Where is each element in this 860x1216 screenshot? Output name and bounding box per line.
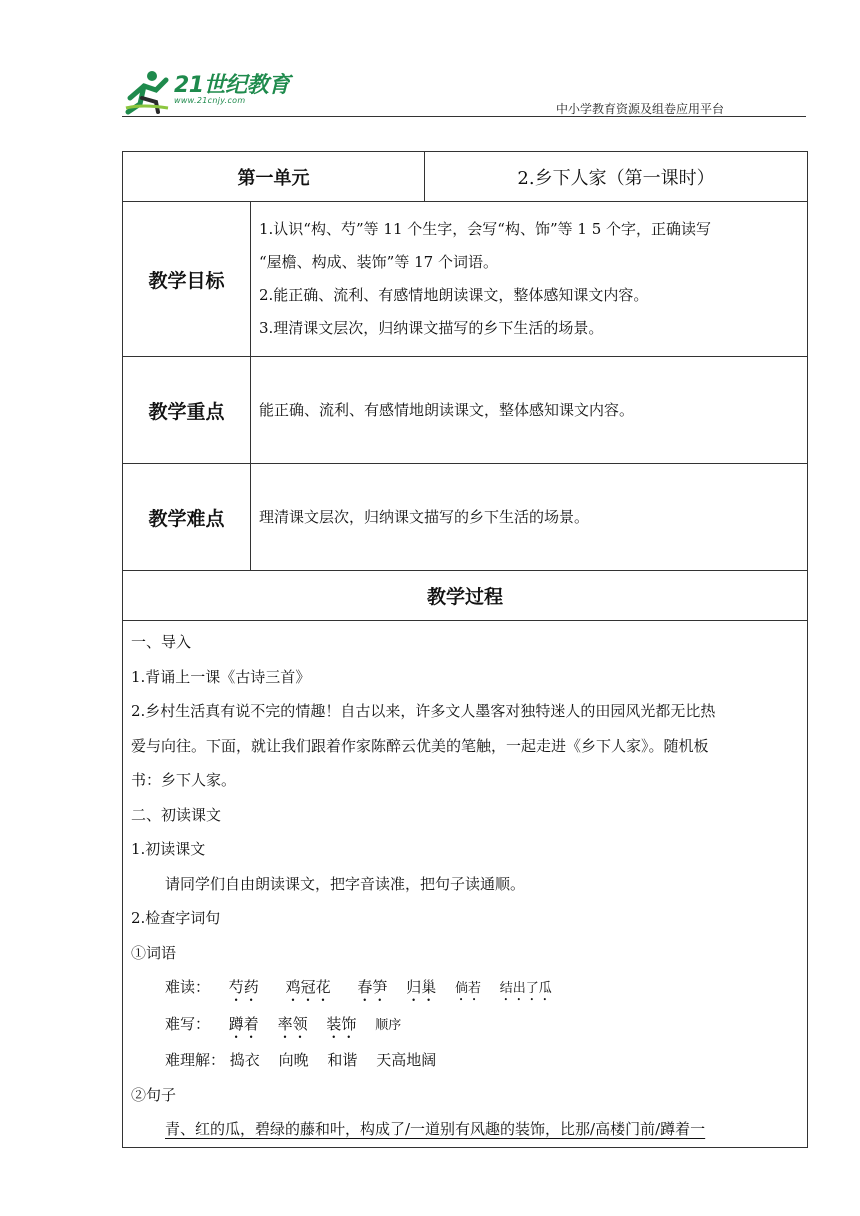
word: 天高地阔 [376, 1051, 437, 1069]
page-header [122, 62, 806, 118]
process-line: 1.初读课文 [131, 840, 206, 858]
key-label: 教学重点 [123, 357, 251, 464]
platform-name: 中小学教育资源及组卷应用平台 [555, 102, 724, 116]
word: 春笋 [357, 978, 388, 996]
section-heading: 一、导入 [131, 633, 192, 651]
sentence-text: 青、红的瓜，碧绿的藤和叶，构成了/一道别有风趣的装饰，比那/高楼门前/蹲着一 [165, 1120, 706, 1138]
word: 向晚 [278, 1051, 309, 1069]
process-line: 爱与向往。下面，就让我们跟着作家陈醉云优美的笔触，一起走进《乡下人家》。随机板 [131, 736, 709, 755]
goal-line: 1.认识“构、芍”等 11 个生字，会写“构、饰”等 1 5 个字，正确读写 [259, 220, 712, 238]
word: 鸡冠花 [285, 978, 331, 996]
word: 蹲着 [228, 1014, 259, 1033]
goal-line: 3.理清课文层次，归纳课文描写的乡下生活的场景。 [259, 319, 604, 337]
difficulty-label: 教学难点 [123, 464, 251, 571]
hard-read-row [131, 970, 799, 1007]
word: 捣衣 [229, 1051, 260, 1069]
hard-understand-row [131, 1043, 799, 1078]
process-content [123, 621, 808, 1148]
hard-understand-label: 难理解： [165, 1051, 226, 1069]
word: 倘若 [454, 981, 481, 996]
process-line: 书：乡下人家。 [131, 771, 237, 789]
word: 和谐 [327, 1051, 358, 1069]
goal-line: 2.能正确、流利、有感情地朗读课文，整体感知课文内容。 [259, 286, 649, 304]
process-line: 请同学们自由朗读课文，把字音读准，把句子读通顺。 [165, 874, 526, 893]
goals-content [251, 202, 808, 357]
header-divider [122, 116, 806, 117]
logo-text: 21世纪教育 [174, 73, 290, 98]
word: 顺序 [375, 1017, 402, 1033]
key-content: 能正确、流利、有感情地朗读课文，整体感知课文内容。 [251, 357, 808, 464]
words-label: ①词语 [131, 943, 177, 962]
lesson-plan-table [122, 151, 808, 1148]
sentence-label: ②句子 [131, 1085, 177, 1104]
hard-write-label: 难写： [165, 1014, 211, 1033]
word: 归巢 [406, 978, 437, 996]
section-heading: 二、初读课文 [131, 805, 222, 824]
word: 率领 [277, 1014, 308, 1033]
word: 结出了瓜 [499, 981, 552, 996]
word: 装饰 [326, 1014, 357, 1033]
process-line: 2.乡村生活真有说不完的情趣！自古以来，许多文人墨客对独特迷人的田园风光都无比热 [131, 702, 716, 720]
goal-line: “屋檐、构成、装饰”等 17 个词语。 [259, 253, 498, 271]
process-line: 2.检查字词句 [131, 909, 221, 927]
hard-write-row [131, 1007, 799, 1044]
logo-url: www.21cnjy.com [174, 96, 246, 105]
word: 芍药 [228, 978, 259, 996]
hard-read-label: 难读： [165, 978, 211, 996]
process-heading: 教学过程 [123, 571, 808, 621]
goals-label: 教学目标 [123, 202, 251, 357]
process-line: 1.背诵上一课《古诗三首》 [131, 667, 311, 686]
difficulty-content: 理清课文层次，归纳课文描写的乡下生活的场景。 [251, 464, 808, 571]
lesson-title: 2.乡下人家（第一课时） [425, 152, 808, 202]
unit-cell: 第一单元 [123, 152, 425, 202]
